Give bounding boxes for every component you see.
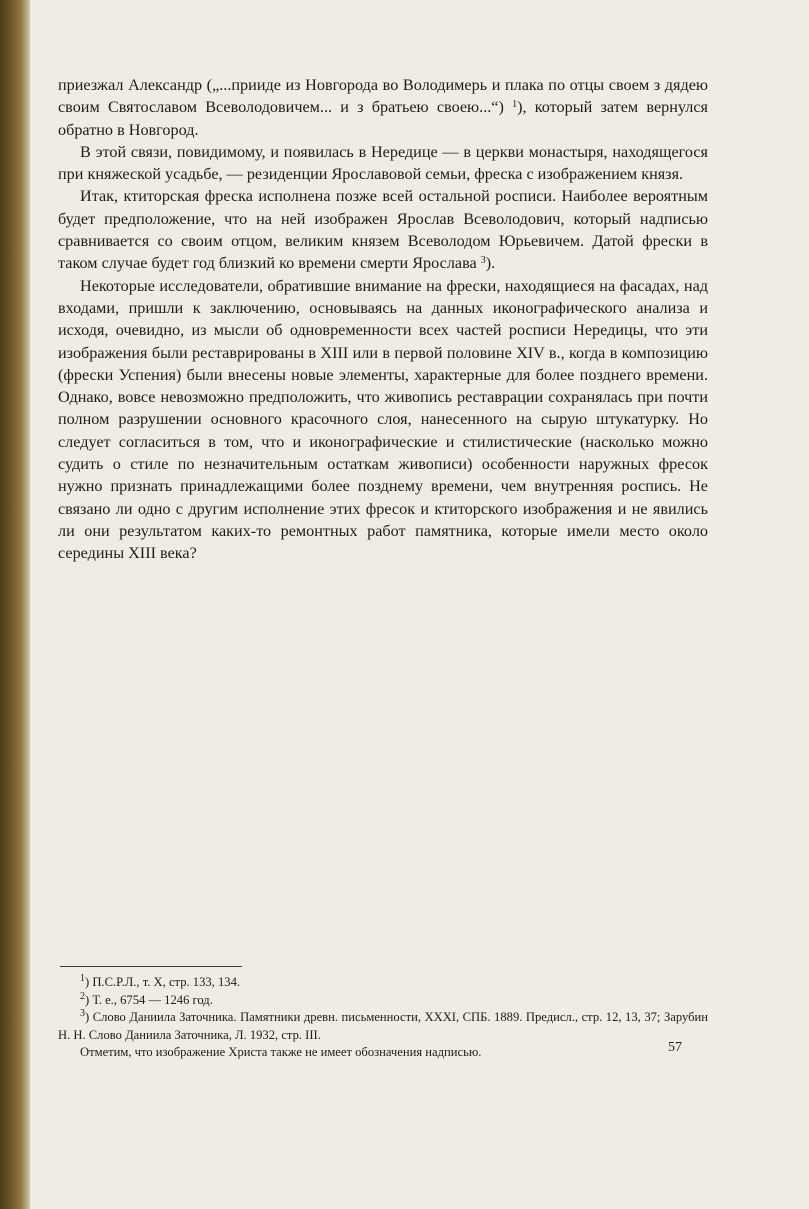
paragraph-text: В этой связи, повидимому, и появилась в Нередице — в церкви монастыря, находящегося при княжеской усадьбе, — резиденции Ярославовой семьи, фреска с изображением князя. [58, 142, 708, 184]
footnote-number: 1 [80, 973, 85, 984]
footnote-text: ) П.С.Р.Л., т. X, стр. 133, 134. [85, 975, 241, 989]
footnote-number: 3 [80, 1008, 85, 1019]
paragraph-text: ), который затем вернулся обратно в Новгород. [58, 98, 708, 139]
paragraph-text: Итак, ктиторская фреска исполнена позже всей остальной росписи. Наиболее вероятным будет предположение, что на ней изображен Ярослав Всеволодович, который надписью сравнивается со своим отцом, великим князем Всеволодом Юрьевичем. Датой фрески в таком случае будет год близкий ко времени смерти Ярослава [58, 187, 708, 273]
footnote-ref: 1 [512, 99, 518, 111]
footnote [58, 1009, 708, 1044]
paragraph [58, 74, 708, 141]
footnote-text: ) Слово Даниила Заточника. Памятники древн. письменности, XXXI, СПБ. 1889. Предисл., стр. 12, 13, 37; Зарубин Н. Н. Слово Даниила Заточника, Л. 1932, стр. III. [58, 1010, 708, 1042]
paragraph-text: приезжал Александр („...прииде из Новгорода во Володимерь и плака по отцы своем з дядею своим Святославом Всеволодовичем... и з братьею своею...“) [58, 76, 708, 117]
footnote-text: Отметим, что изображение Христа также не имеет обозначения надписью. [80, 1045, 482, 1059]
paragraph-text: ). [485, 254, 496, 273]
paragraph-text: Некоторые исследователи, обратившие внимание на фрески, находящиеся на фасадах, над входами, пришли к заключению, основываясь на данных иконографического анализа и исходя, очевидно, из мысли об одновременности всех частей росписи Нередицы, что эти изображения были реставрированы в XIII или в первой половине XIV в., когда в композицию (фрески Успения) были внесены новые элементы, характерные для более позднего времени. Однако, вовсе невозможно предположить, что живопись реставрации сохранялась при почти полном разрушении основного красочного слоя, нанесенного на сырую штукатурку. Но следует согласиться в том, что и иконографические и стилистические (насколько можно судить о стиле по незначительным остаткам живописи) особенности наружных фресок нужно признать принадлежащими более позднему времени, чем внутренняя роспись. Не связано ли одно с другим исполнение этих фресок и ктиторского изображения и не явились ли они результатом каких-то ремонтных работ памятника, которые имели место около середины XIII века? [58, 276, 708, 563]
footnote-text: ) Т. е., 6754 — 1246 год. [85, 992, 213, 1007]
paragraph [58, 185, 708, 274]
footnote [58, 1044, 708, 1062]
paragraph [58, 275, 708, 565]
footnote-number: 2 [80, 990, 85, 1002]
footnotes [58, 974, 708, 1062]
paragraph [58, 141, 708, 186]
footnote [58, 974, 708, 992]
footnote-ref: 3 [480, 255, 486, 267]
book-spine-shadow [0, 0, 30, 1209]
footnote-divider [60, 966, 242, 967]
page-number: 57 [668, 1040, 682, 1055]
footnote [58, 992, 708, 1010]
main-text [58, 74, 708, 565]
